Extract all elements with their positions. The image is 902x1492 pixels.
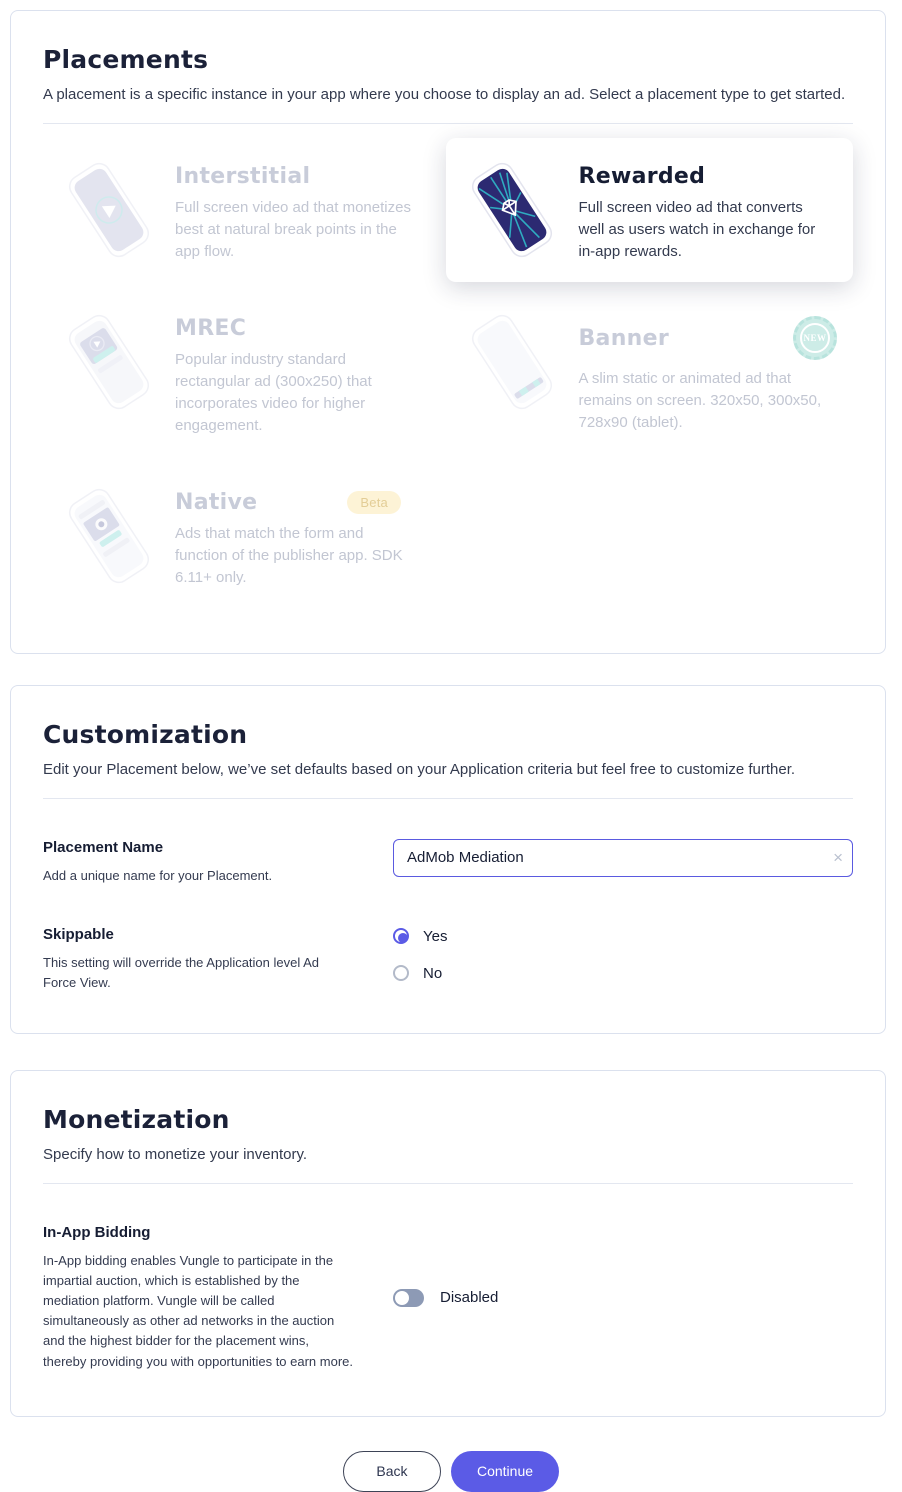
skippable-option-no[interactable] [393,965,853,982]
in-app-bidding-state: Disabled [440,1289,499,1307]
beta-badge: Beta [347,491,401,514]
skippable-radio-group [393,926,853,993]
radio-icon[interactable] [393,928,409,944]
toggle-knob [395,1291,409,1305]
clear-input-icon[interactable]: × [833,847,843,867]
placement-option-interstitial[interactable] [43,138,432,282]
interstitial-phone-icon [59,158,159,262]
skippable-label: Skippable [43,925,114,943]
in-app-bidding-toggle[interactable] [393,1289,424,1307]
customization-title: Customization [43,719,248,749]
placement-name-label: Placement Name [43,838,164,856]
customization-card [10,685,886,1034]
placement-desc-native: Ads that match the form and function of the publisher app. SDK 6.11+ only. [175,525,403,586]
skippable-option-yes[interactable] [393,928,853,945]
new-badge [793,316,837,360]
placements-title: Placements [43,45,209,74]
placement-option-banner[interactable] [446,290,853,456]
monetization-title: Monetization [43,1104,230,1134]
placement-desc-interstitial: Full screen video ad that monetizes best at natural break points in the app flow. [175,199,411,260]
placement-name-row [43,839,853,886]
placement-option-rewarded[interactable] [446,138,853,282]
placement-name-mrec: MREC [175,316,247,342]
skippable-help: This setting will override the Application level Ad Force View. [43,954,320,990]
placement-name-native: Native [175,490,258,516]
placement-name-banner: Banner [578,325,669,351]
mrec-phone-icon [59,310,159,414]
skippable-row [43,926,853,993]
placement-option-mrec[interactable] [43,290,432,456]
rewarded-phone-icon [462,158,562,262]
skippable-no-label: No [423,964,443,982]
in-app-bidding-row [43,1224,853,1372]
placement-desc-rewarded: Full screen video ad that converts well as users watch in exchange for in-app rewards. [578,199,816,260]
radio-icon[interactable] [393,965,409,981]
placement-option-native[interactable] [43,464,432,608]
native-phone-icon [59,484,159,588]
in-app-bidding-help: In-App bidding enables Vungle to participate in the impartial auction, which is established by the mediation platform. Vungle will be called simultaneously as other ad networks in the auction and the highest bidder for the placement wins, thereby providing you with opportunities to earn more. [43,1252,354,1369]
banner-phone-icon [462,310,562,414]
footer-actions [0,1451,902,1492]
monetization-card [10,1070,886,1417]
placement-name-input[interactable] [393,839,853,877]
skippable-yes-label: Yes [423,927,448,945]
back-button[interactable]: Back [343,1451,441,1492]
placement-desc-banner: A slim static or animated ad that remains on screen. 320x50, 300x50, 728x90 (tablet). [578,370,822,431]
divider [43,1183,853,1184]
placement-desc-mrec: Popular industry standard rectangular ad (300x250) that incorporates video for higher engagement. [175,351,372,434]
monetization-description: Specify how to monetize your inventory. [43,1145,308,1163]
placements-description: A placement is a specific instance in your app where you choose to display an ad. Select a placement type to get started. [43,86,846,103]
placement-name-interstitial: Interstitial [175,164,311,189]
divider [43,123,853,124]
customization-description: Edit your Placement below, we’ve set defaults based on your Application criteria but feel free to customize further. [43,760,796,778]
placement-type-grid [43,138,853,609]
new-badge-label: NEW [800,323,830,353]
placements-card [10,10,886,654]
placement-name-help: Add a unique name for your Placement. [43,867,273,883]
in-app-bidding-label: In-App Bidding [43,1223,151,1241]
divider [43,798,853,799]
continue-button[interactable]: Continue [451,1451,559,1492]
placement-name-rewarded: Rewarded [578,164,706,189]
